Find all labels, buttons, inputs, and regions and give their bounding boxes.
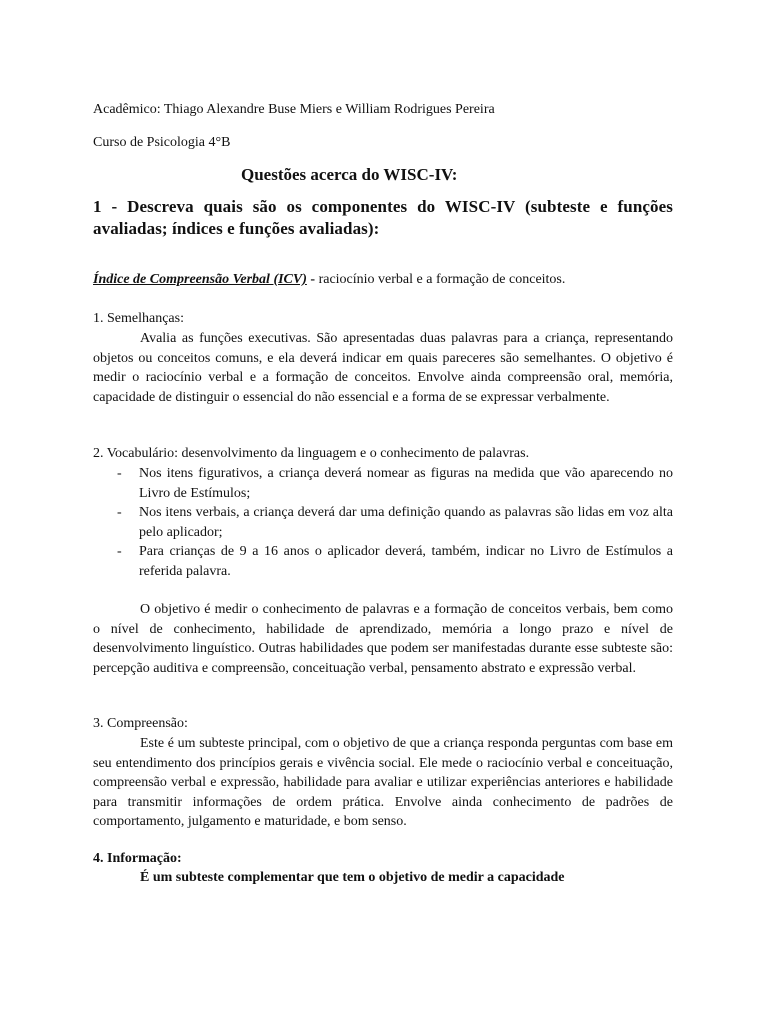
list-item	[93, 464, 673, 503]
section4-body: É um subteste complementar que tem o objetivo de medir a capacidade	[140, 870, 565, 885]
bullet-dash: -	[117, 505, 122, 520]
list-item	[93, 503, 673, 542]
document-title: Questões acerca do WISC-IV:	[241, 165, 458, 184]
section2-bullet-list	[93, 464, 673, 581]
bullet-dash: -	[117, 466, 122, 481]
section1-title: 1. Semelhanças:	[93, 311, 184, 326]
section1-body: Avalia as funções executivas. São apresentadas duas palavras para a criança, representando objetos ou conceitos comuns, e ela deverá indicar em quais pareceres são semelhantes. O objetivo é medir o raciocínio verbal e a formação de conceitos. Envolve ainda compreensão oral, memória, capacidade de distinguir o essencial do não essencial e a forma de se expressar verbalmente.	[93, 331, 673, 405]
bullet-dash: -	[117, 544, 122, 559]
academic-line: Acadêmico: Thiago Alexandre Buse Miers e William Rodrigues Pereira	[93, 102, 495, 117]
section2-title: 2. Vocabulário: desenvolvimento da linguagem e o conhecimento de palavras.	[93, 446, 530, 461]
bullet-text: Nos itens verbais, a criança deverá dar uma definição quando as palavras são lidas em voz alta pelo aplicador;	[139, 505, 673, 540]
icv-separator: -	[306, 272, 319, 287]
icv-line	[93, 272, 565, 288]
section2-body: O objetivo é medir o conhecimento de palavras e a formação de conceitos verbais, bem como o nível de conhecimento, habilidade de aprendizado, memória a longo prazo e nível de desenvolvimento linguístico. Outras habilidades que podem ser manifestadas durante esse subteste são: percepção auditiva e compreensão, conceituação verbal, pensamento abstrato e expressão verbal.	[93, 602, 673, 676]
icv-label: Índice de Compreensão Verbal (ICV)	[93, 272, 307, 287]
list-item	[93, 542, 673, 581]
section4-title: 4. Informação:	[93, 851, 182, 866]
bullet-text: Para crianças de 9 a 16 anos o aplicador deverá, também, indicar no Livro de Estímulos a referida palavra.	[139, 544, 673, 579]
section3-title: 3. Compreensão:	[93, 716, 188, 731]
question-heading: 1 - Descreva quais são os componentes do WISC-IV (subteste e funções avaliadas; índices e funções avaliadas):	[93, 197, 673, 238]
section3-body: Este é um subteste principal, com o objetivo de que a criança responda perguntas com base em seu entendimento dos princípios gerais e vivência social. Ele mede o raciocínio verbal e conceituação, compreensão verbal e expressão, habilidade para avaliar e utilizar experiências anteriores e habilidade para transmitir informações de ordem prática. Envolve ainda conhecimento de padrões de comportamento, julgamento e maturidade, e bom senso.	[93, 736, 673, 829]
course-line: Curso de Psicologia 4°B	[93, 135, 231, 150]
icv-description: raciocínio verbal e a formação de conceitos.	[318, 272, 566, 287]
bullet-text: Nos itens figurativos, a criança deverá nomear as figuras na medida que vão aparecendo no Livro de Estímulos;	[139, 466, 673, 501]
